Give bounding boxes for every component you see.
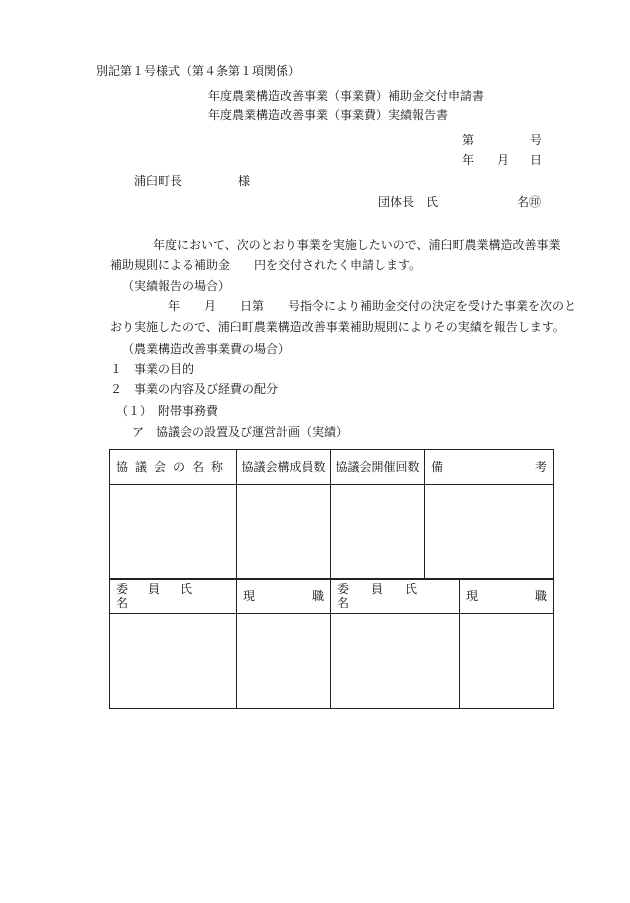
job-1-left: 現 bbox=[243, 589, 256, 603]
job-2-right: 職 bbox=[534, 589, 547, 603]
members-table bbox=[109, 578, 554, 709]
body-line-2: 補助規則による補助金 円を交付されたく申請します。 bbox=[110, 258, 422, 272]
cell-job-1[interactable] bbox=[237, 614, 331, 709]
item-2: ２ 事業の内容及び経費の配分 bbox=[110, 382, 279, 396]
header-member-count: 協議会構成員数 bbox=[237, 450, 331, 485]
applicant-label: 団体長 氏 bbox=[378, 195, 439, 209]
job-1-right: 職 bbox=[311, 589, 324, 603]
cell-member-name-2[interactable] bbox=[331, 614, 460, 709]
date-month-label: 月 bbox=[497, 153, 510, 167]
member-name-1-text: 委員氏名 bbox=[116, 582, 213, 610]
job-2-left: 現 bbox=[466, 589, 479, 603]
title-application: 年度農業構造改善事業（事業費）補助金交付申請書 bbox=[208, 89, 485, 103]
members-table-row bbox=[110, 614, 554, 709]
cell-meeting-count[interactable] bbox=[331, 485, 425, 580]
report-case-heading: （実績報告の場合） bbox=[122, 279, 231, 293]
expense-case-heading: （農業構造改善事業費の場合） bbox=[122, 342, 291, 356]
header-member-name-1 bbox=[110, 579, 237, 614]
number-go-label: 号 bbox=[530, 133, 543, 147]
cell-council-name[interactable] bbox=[110, 485, 237, 580]
header-meeting-count: 協議会開催回数 bbox=[331, 450, 425, 485]
title-report: 年度農業構造改善事業（事業費）実績報告書 bbox=[208, 108, 449, 122]
sub-item-1: （１） 附帯事務費 bbox=[116, 404, 219, 418]
number-dai-label: 第 bbox=[462, 133, 475, 147]
body-line-1: 年度において、次のとおり事業を実施したいので、浦臼町農業構造改善事業 bbox=[153, 238, 561, 252]
report-line-2: おり実施したので、浦臼町農業構造改善事業補助規則によりその実績を報告します。 bbox=[110, 320, 565, 334]
addressee-suffix: 様 bbox=[238, 174, 251, 188]
sub-item-1-a: ア 協議会の設置及び運営計画（実績） bbox=[132, 425, 349, 439]
members-table-header bbox=[110, 579, 554, 614]
header-council-name-text: 協議会の名称 bbox=[116, 460, 231, 474]
cell-remarks[interactable] bbox=[425, 485, 554, 580]
council-table-row bbox=[110, 485, 554, 580]
cell-job-2[interactable] bbox=[460, 614, 554, 709]
header-job-2 bbox=[460, 579, 554, 614]
cell-member-count[interactable] bbox=[237, 485, 331, 580]
council-table bbox=[109, 449, 554, 580]
remarks-right: 考 bbox=[534, 460, 547, 474]
header-council-name bbox=[110, 450, 237, 485]
header-job-1 bbox=[237, 579, 331, 614]
report-line-1: 年 月 日第 号指令により補助金交付の決定を受けた事業を次のと bbox=[168, 299, 577, 313]
header-member-name-2 bbox=[331, 579, 460, 614]
date-year-label: 年 bbox=[462, 153, 475, 167]
cell-member-name-1[interactable] bbox=[110, 614, 237, 709]
member-name-2-text: 委員氏名 bbox=[337, 582, 440, 610]
item-1: １ 事業の目的 bbox=[110, 362, 195, 376]
addressee: 浦臼町長 bbox=[134, 174, 183, 188]
date-day-label: 日 bbox=[530, 153, 543, 167]
header-remarks bbox=[425, 450, 554, 485]
council-table-header bbox=[110, 450, 554, 485]
form-code: 別記第１号様式（第４条第１項関係） bbox=[96, 64, 301, 78]
remarks-left: 備 bbox=[431, 460, 444, 474]
applicant-name-seal: 名㊞ bbox=[517, 195, 542, 209]
